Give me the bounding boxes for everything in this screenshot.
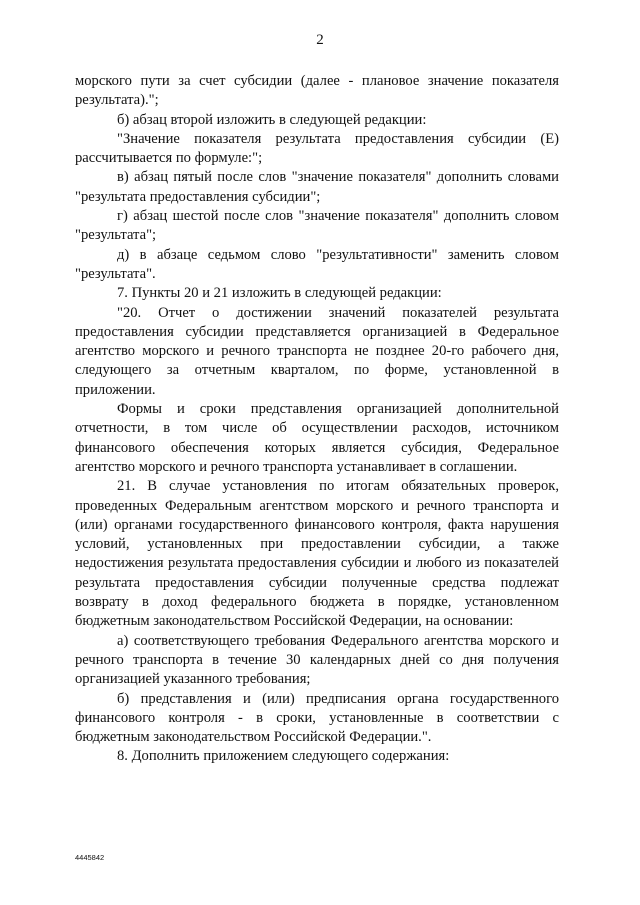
paragraph-point-7: 7. Пункты 20 и 21 изложить в следующей редакции:: [117, 285, 442, 302]
paragraph-formula-quote: "Значение показателя результата предоставления субсидии (E) рассчитывается по формуле:";: [75, 130, 559, 167]
paragraph-subitem-a: а) соответствующего требования Федерального агентства морского и речного транспорта в течение 30 календарных дней со дня получения организацией указанного требования;: [75, 632, 559, 688]
paragraph-reporting-forms: Формы и сроки представления организацией дополнительной отчетности, в том числе об осуществлении расходов, источником финансового обеспечения которых является субсидия, Федеральное агентство морского и речного транспорта устанавливает в соглашении.: [75, 401, 559, 475]
paragraph-item-g: г) абзац шестой после слов "значение показателя" дополнить словом "результата";: [75, 208, 559, 244]
document-body: [75, 72, 559, 767]
paragraph-item-d: д) в абзаце седьмом слово "результативности" заменить словом "результата".: [75, 246, 559, 282]
page-number: 2: [316, 32, 324, 48]
paragraph-subitem-b: б) представления и (или) предписания органа государственного финансового контроля - в сроки, установленные в соответствии с бюджетным законодательством Российской Федерации.".: [75, 690, 559, 746]
paragraph-point-8: 8. Дополнить приложением следующего содержания:: [117, 748, 450, 765]
paragraph-continuation: морского пути за счет субсидии (далее - плановое значение показателя результата).";: [75, 73, 559, 109]
paragraph-point-21: 21. В случае установления по итогам обязательных проверок, проведенных Федеральным агентством морского и речного транспорта и (или) органами государственного финансового контроля, факта нарушения условий, установленных при предоставлении субсидии, а также недостижения результата предоставления субсидии и любого из показателей результата предоставления субсидии полученные средства подлежат возврату в доход федерального бюджета в порядке, установленном бюджетным законодательством Российской Федерации, на основании:: [75, 478, 559, 630]
paragraph-point-20: "20. Отчет о достижении значений показателей результата предоставления субсидии представляется организацией в Федеральное агентство морского и речного транспорта не позднее 20-го рабочего дня, следующего за отчетным кварталом, по форме, установленной в приложении.: [75, 304, 559, 398]
paragraph-item-v: в) абзац пятый после слов "значение показателя" дополнить словами "результата предоставления субсидии";: [75, 169, 559, 205]
document-code: 4445842: [75, 853, 105, 862]
paragraph-item-b: б) абзац второй изложить в следующей редакции:: [117, 111, 427, 128]
